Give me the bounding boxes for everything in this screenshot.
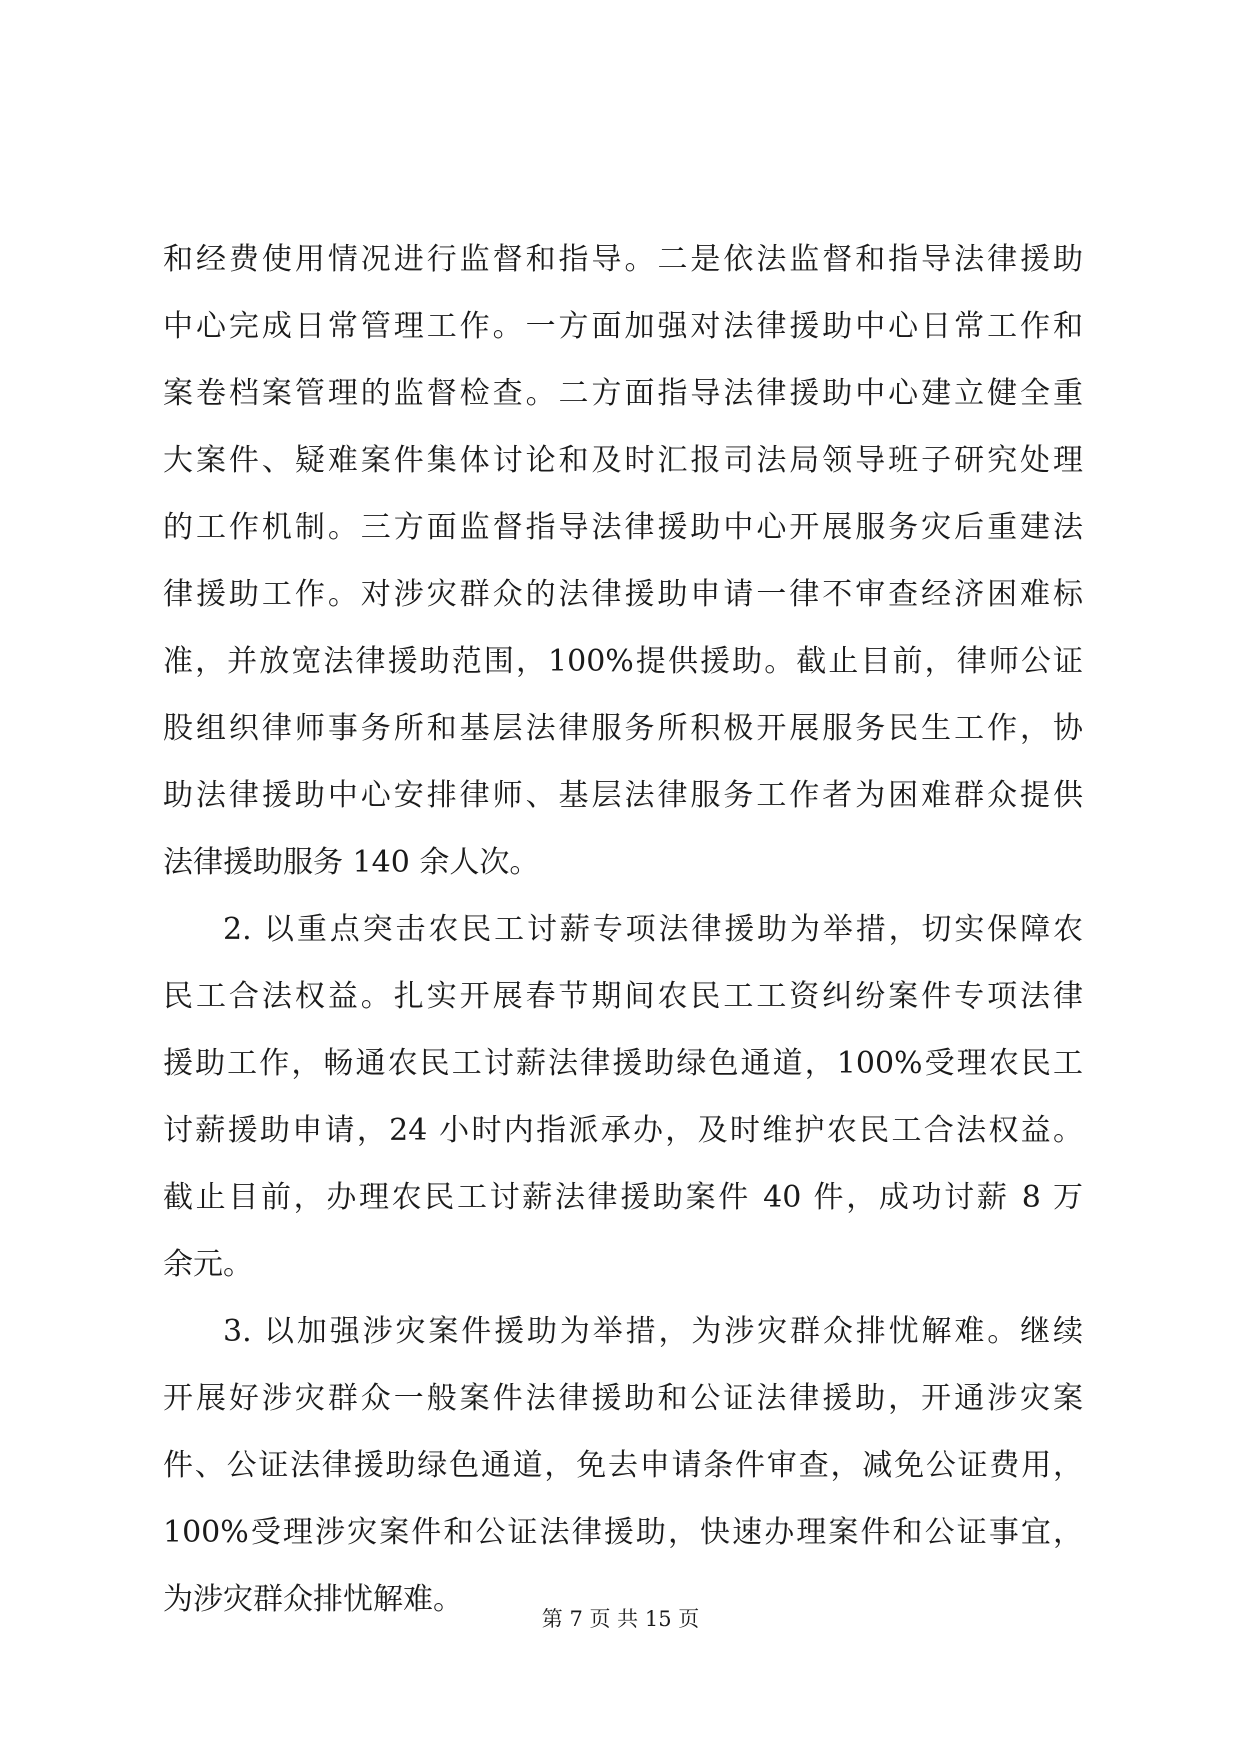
- text-line: 和经费使用情况进行监督和指导。二是依法监督和指导法律援助: [163, 242, 1083, 277]
- text-line: 援助工作，畅通农民工讨薪法律援助绿色通道，100%受理农民工: [163, 1046, 1083, 1081]
- text-line: 为涉灾群众排忧解难。: [163, 1582, 463, 1617]
- body-text: [163, 226, 1083, 1633]
- text-line: 大案件、疑难案件集体讨论和及时汇报司法局领导班子研究处理: [163, 443, 1083, 478]
- page-number-label: 第 7 页 共 15 页: [541, 1607, 700, 1631]
- text-line: 件、公证法律援助绿色通道，免去申请条件审查，减免公证费用，: [163, 1448, 1083, 1483]
- text-line: 开展好涉灾群众一般案件法律援助和公证法律援助，开通涉灾案: [163, 1381, 1083, 1416]
- text-line: 律援助工作。对涉灾群众的法律援助申请一律不审查经济困难标: [163, 577, 1083, 612]
- text-line: 民工合法权益。扎实开展春节期间农民工工资纠纷案件专项法律: [163, 979, 1083, 1014]
- text-line: 100%受理涉灾案件和公证法律援助，快速办理案件和公证事宜，: [163, 1515, 1083, 1550]
- text-line: 准，并放宽法律援助范围，100%提供援助。截止目前，律师公证: [163, 644, 1083, 679]
- page-footer: [0, 1604, 1241, 1634]
- text-line: 余元。: [163, 1247, 253, 1282]
- text-line: 股组织律师事务所和基层法律服务所积极开展服务民生工作，协: [163, 711, 1083, 746]
- text-line: 法律援助服务 140 余人次。: [163, 845, 540, 880]
- text-line: 讨薪援助申请，24 小时内指派承办，及时维护农民工合法权益。: [163, 1113, 1083, 1148]
- text-line: 截止目前，办理农民工讨薪法律援助案件 40 件，成功讨薪 8 万: [163, 1180, 1083, 1215]
- text-line: 案卷档案管理的监督检查。二方面指导法律援助中心建立健全重: [163, 376, 1083, 411]
- paragraph-2-first-line: 2. 以重点突击农民工讨薪专项法律援助为举措，切实保障农: [223, 912, 1083, 947]
- text-line: 中心完成日常管理工作。一方面加强对法律援助中心日常工作和: [163, 309, 1083, 344]
- text-line: 助法律援助中心安排律师、基层法律服务工作者为困难群众提供: [163, 778, 1083, 813]
- paragraph-3-first-line: 3. 以加强涉灾案件援助为举措，为涉灾群众排忧解难。继续: [223, 1314, 1083, 1349]
- text-line: 的工作机制。三方面监督指导法律援助中心开展服务灾后重建法: [163, 510, 1083, 545]
